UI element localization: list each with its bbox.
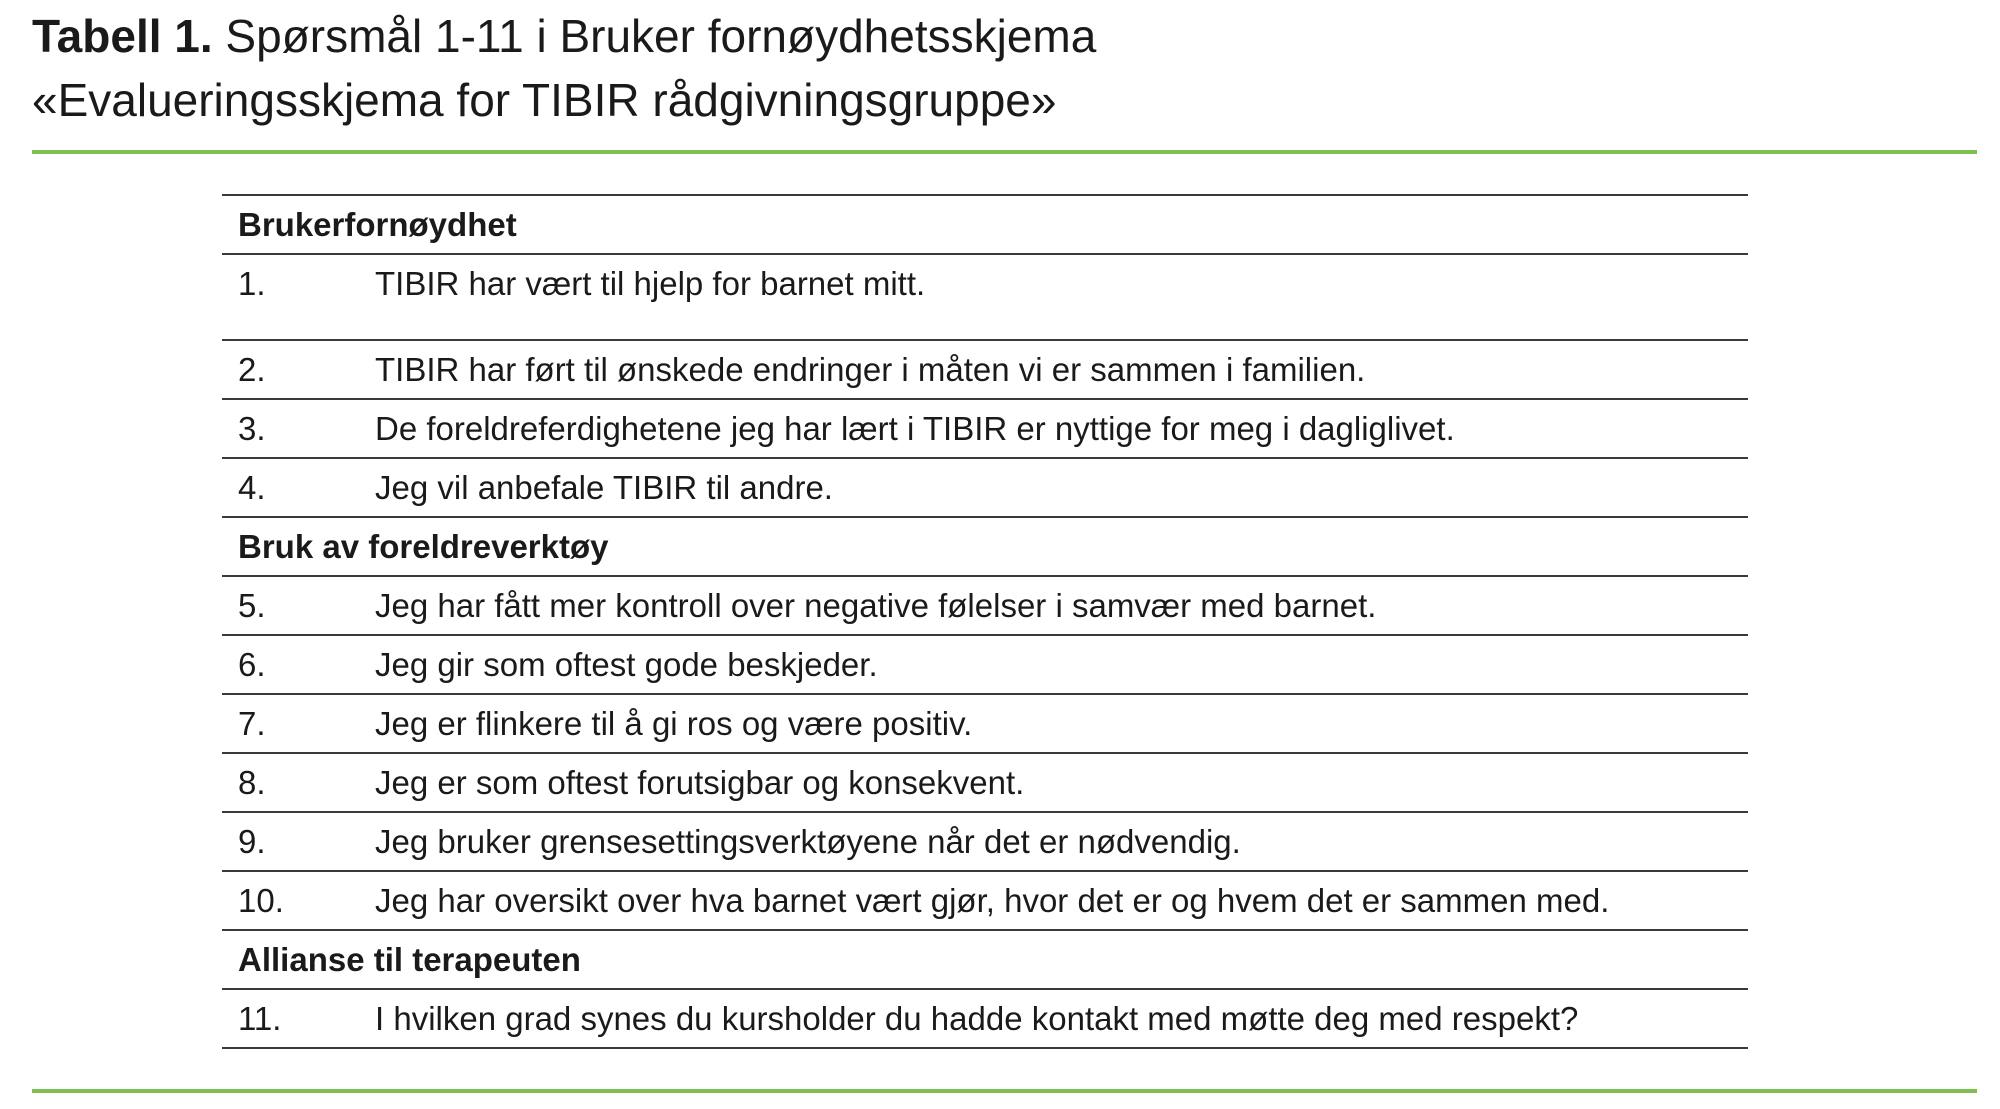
table-row (222, 753, 1748, 812)
question-text: Jeg har oversikt over hva barnet vært gjør, hvor det er og hvem det er sammen med. (359, 871, 1748, 930)
section-header-row (222, 195, 1748, 254)
section-heading: Brukerfornøydhet (222, 195, 1748, 254)
bottom-green-divider (32, 1089, 1977, 1093)
table-row (222, 812, 1748, 871)
question-number: 4. (222, 458, 359, 517)
section-heading: Allianse til terapeuten (222, 930, 1748, 989)
question-number: 7. (222, 694, 359, 753)
questions-table (222, 194, 1748, 1049)
question-number: 9. (222, 812, 359, 871)
question-text: Jeg er som oftest forutsigbar og konsekvent. (359, 753, 1748, 812)
question-number: 5. (222, 576, 359, 635)
table-row (222, 254, 1748, 340)
caption-label: Tabell 1. (32, 10, 213, 62)
question-text: Jeg gir som oftest gode beskjeder. (359, 635, 1748, 694)
caption-line-2: «Evalueringsskjema for TIBIR rådgivningsgruppe» (32, 74, 1057, 126)
question-number: 8. (222, 753, 359, 812)
caption-line-1: Spørsmål 1-11 i Bruker fornøydhetsskjema (212, 10, 1097, 62)
table-row (222, 635, 1748, 694)
question-text: I hvilken grad synes du kursholder du hadde kontakt med møtte deg med respekt? (359, 989, 1748, 1048)
table-caption (32, 4, 1972, 132)
table-row (222, 399, 1748, 458)
question-number: 3. (222, 399, 359, 458)
question-text: De foreldreferdighetene jeg har lært i TIBIR er nyttige for meg i dagliglivet. (359, 399, 1748, 458)
section-header-row (222, 930, 1748, 989)
question-text: TIBIR har ført til ønskede endringer i måten vi er sammen i familien. (359, 340, 1748, 399)
section-header-row (222, 517, 1748, 576)
question-text: Jeg har fått mer kontroll over negative følelser i samvær med barnet. (359, 576, 1748, 635)
table-row (222, 458, 1748, 517)
question-number: 11. (222, 989, 359, 1048)
question-number: 10. (222, 871, 359, 930)
table-row (222, 340, 1748, 399)
table-row (222, 694, 1748, 753)
question-number: 6. (222, 635, 359, 694)
question-text: Jeg er flinkere til å gi ros og være positiv. (359, 694, 1748, 753)
question-text: Jeg bruker grensesettingsverktøyene når det er nødvendig. (359, 812, 1748, 871)
question-text: TIBIR har vært til hjelp for barnet mitt. (359, 254, 1748, 340)
section-heading: Bruk av foreldreverktøy (222, 517, 1748, 576)
top-green-divider (32, 150, 1977, 154)
question-number: 2. (222, 340, 359, 399)
table-row (222, 871, 1748, 930)
table-row (222, 576, 1748, 635)
question-text: Jeg vil anbefale TIBIR til andre. (359, 458, 1748, 517)
question-number: 1. (222, 254, 359, 340)
table-row (222, 989, 1748, 1048)
